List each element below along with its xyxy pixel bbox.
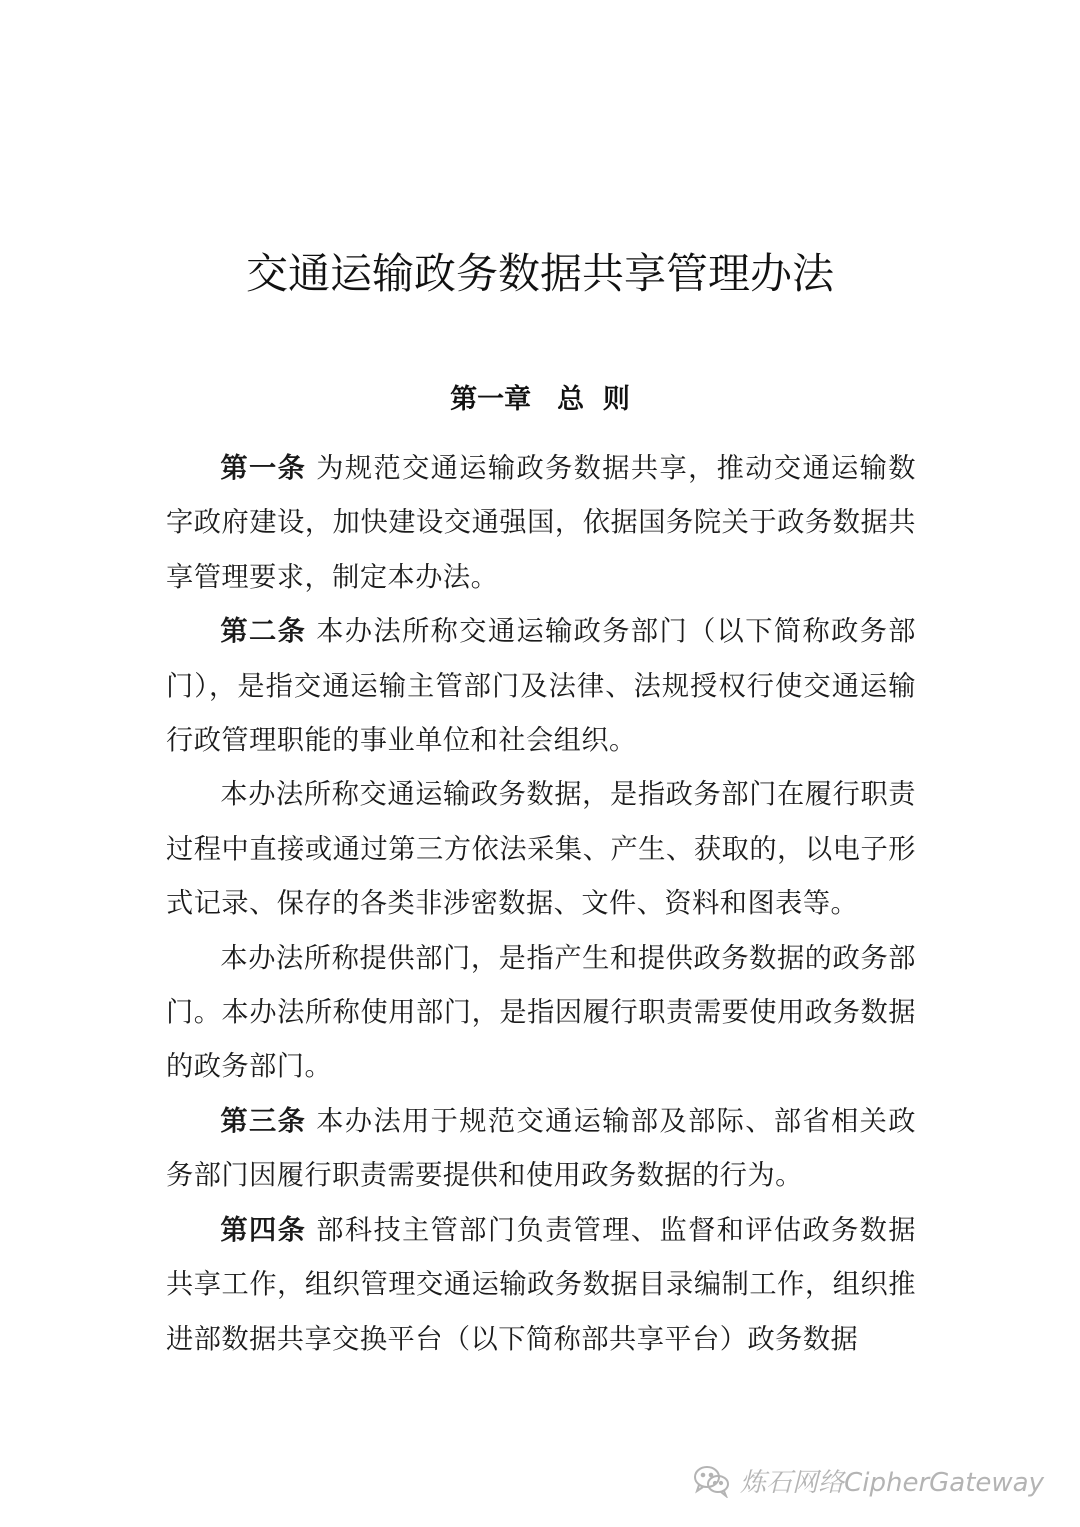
article-label: 第三条	[220, 1105, 307, 1137]
article-paragraph	[166, 1095, 916, 1204]
article-text: 部科技主管部门负责管理、监督和评估政务数据共享工作，组织管理交通运输政务数据目录编制工作，组织推进部数据共享交换平台（以下简称部共享平台）政务数据	[166, 1214, 916, 1355]
document-title: 交通运输政务数据共享管理办法	[245, 249, 834, 298]
article-text: 本办法用于规范交通运输部及部际、部省相关政务部门因履行职责需要提供和使用政务数据的行为。	[166, 1105, 916, 1192]
article-text: 为规范交通运输政务数据共享，推动交通运输数字政府建设，加快建设交通强国，依据国务院关于政务数据共享管理要求，制定本办法。	[166, 453, 916, 593]
article-paragraph	[166, 605, 916, 768]
watermark-text: 炼石网络CipherGateway	[740, 1468, 1044, 1498]
article-paragraph	[166, 442, 916, 605]
article-label: 第四条	[220, 1214, 307, 1246]
watermark	[692, 1462, 1044, 1499]
chapter-heading	[0, 378, 1080, 422]
article-label: 第二条	[220, 616, 307, 648]
article-label: 第一条	[220, 453, 307, 484]
article-text: 本办法所称提供部门，是指产生和提供政务数据的政务部门。本办法所称使用部门，是指因履行职责需要使用政务数据的政务部门。	[166, 942, 916, 1083]
wechat-icon	[692, 1464, 732, 1498]
article-paragraph	[166, 932, 916, 1095]
article-paragraph	[166, 1204, 916, 1367]
chapter-name: 总 则	[557, 384, 630, 415]
article-text: 本办法所称交通运输政务数据，是指政务部门在履行职责过程中直接或通过第三方依法采集、产生、获取的，以电子形式记录、保存的各类非涉密数据、文件、资料和图表等。	[166, 779, 916, 920]
chapter-number: 第一章	[450, 384, 532, 415]
document-body	[166, 442, 916, 1367]
article-text: 本办法所称交通运输政务部门（以下简称政务部门），是指交通运输主管部门及法律、法规授权行使交通运输行政管理职能的事业单位和社会组织。	[166, 616, 916, 757]
article-paragraph	[166, 768, 916, 931]
